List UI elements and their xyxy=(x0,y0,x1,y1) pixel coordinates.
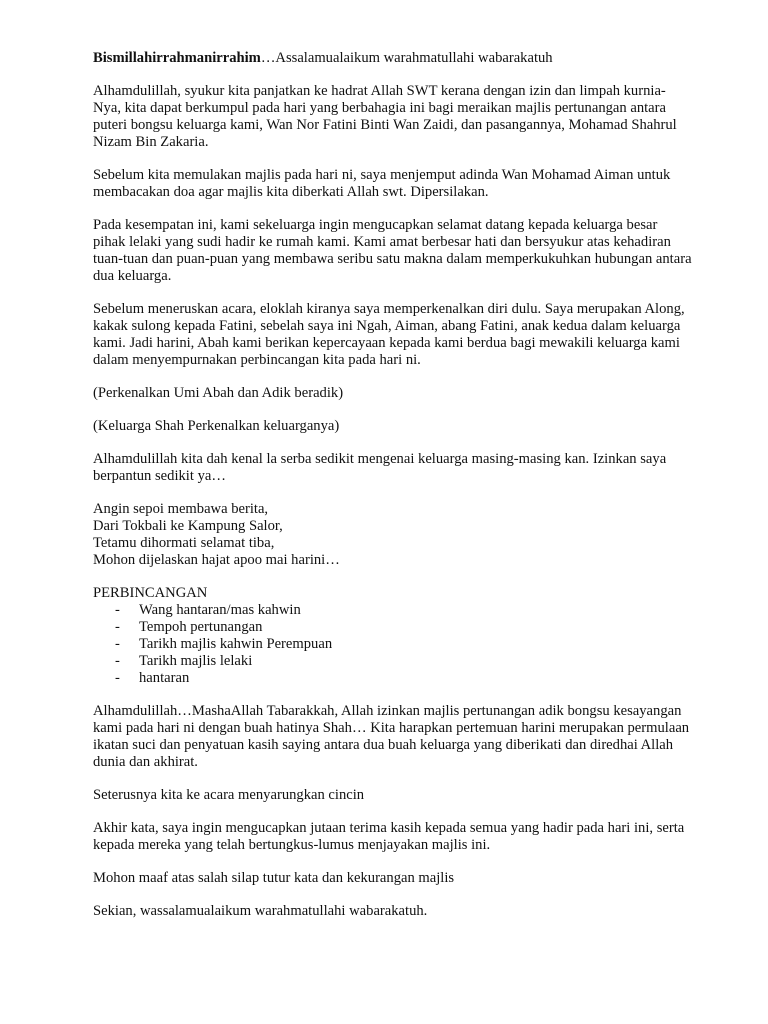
pantun-verse xyxy=(93,501,693,569)
pantun-line: Mohon dijelaskan hajat apoo mai harini… xyxy=(93,552,340,568)
list-item-text: Wang hantaran/mas kahwin xyxy=(139,602,301,618)
list-item xyxy=(93,653,693,670)
paragraph-farewell: Sekian, wassalamualaikum warahmatullahi wabarakatuh. xyxy=(93,903,428,919)
dash-bullet: - xyxy=(115,619,120,635)
opening-greeting-bold: Bismillahirrahmanirrahim xyxy=(93,50,261,66)
paragraph-closing-blessing: Alhamdulillah…MashaAllah Tabarakkah, Allah izinkan majlis pertunangan adik bongsu kesayangan kami pada hari ni dengan buah hatinya Shah… Kita harapkan pertemuan harini merupakan permulaan ikatan suci dan penyatuan kasih saying antara dua buah keluarga yang diberikati dan diredhai Allah dunia dan akhirat. xyxy=(93,703,690,770)
paragraph-note-family-intro: (Perkenalkan Umi Abah dan Adik beradik) xyxy=(93,385,344,401)
paragraph-introduction: Alhamdulillah, syukur kita panjatkan ke hadrat Allah SWT kerana dengan izin dan limpah kurnia-Nya, kita dapat berkumpul pada hari yang berbahagia ini bagi meraikan majlis pertunangan antara puteri bongsu keluarga kami, Wan Nor Fatini Binti Wan Zaidi, dan pasangannya, Mohamad Shahrul Nizam Bin Zakaria. xyxy=(93,83,677,150)
list-item xyxy=(93,670,693,687)
list-item-text: hantaran xyxy=(139,670,190,686)
pantun-line: Angin sepoi membawa berita, xyxy=(93,501,269,517)
paragraph-pantun-intro: Alhamdulillah kita dah kenal la serba sedikit mengenai keluarga masing-masing kan. Izinkan saya berpantun sedikit ya… xyxy=(93,451,667,484)
paragraph-doa-invitation: Sebelum kita memulakan majlis pada hari ni, saya menjemput adinda Wan Mohamad Aiman untuk membacakan doa agar majlis kita diberkati Allah swt. Dipersilakan. xyxy=(93,167,671,200)
perbincangan-section xyxy=(93,585,693,687)
paragraph-note-groom-family: (Keluarga Shah Perkenalkan keluarganya) xyxy=(93,418,340,434)
opening-greeting xyxy=(93,50,693,67)
dash-bullet: - xyxy=(115,602,120,618)
paragraph-apology: Mohon maaf atas salah silap tutur kata dan kekurangan majlis xyxy=(93,870,455,886)
pantun-line: Tetamu dihormati selamat tiba, xyxy=(93,535,275,551)
perbincangan-list xyxy=(93,602,693,687)
list-item-text: Tempoh pertunangan xyxy=(139,619,263,635)
dash-bullet: - xyxy=(115,636,120,652)
dash-bullet: - xyxy=(115,653,120,669)
dash-bullet: - xyxy=(115,670,120,686)
list-item-text: Tarikh majlis lelaki xyxy=(139,653,253,669)
paragraph-thanks: Akhir kata, saya ingin mengucapkan jutaan terima kasih kepada semua yang hadir pada hari ini, serta kepada mereka yang telah bertungkus-lumus menjayakan majlis ini. xyxy=(93,820,685,853)
paragraph-ring-ceremony: Seterusnya kita ke acara menyarungkan cincin xyxy=(93,787,365,803)
list-item xyxy=(93,636,693,653)
pantun-line: Dari Tokbali ke Kampung Salor, xyxy=(93,518,283,534)
list-item-text: Tarikh majlis kahwin Perempuan xyxy=(139,636,333,652)
list-item xyxy=(93,619,693,636)
perbincangan-heading: PERBINCANGAN xyxy=(93,585,208,601)
paragraph-welcome: Pada kesempatan ini, kami sekeluarga ingin mengucapkan selamat datang kepada keluarga besar pihak lelaki yang sudi hadir ke rumah kami. Kami amat berbesar hati dan bersyukur atas kehadiran tuan-tuan dan puan-puan yang membawa seribu satu makna dalam memperkukuhkan hubungan antara dua keluarga. xyxy=(93,217,692,284)
list-item xyxy=(93,602,693,619)
paragraph-self-introduction: Sebelum meneruskan acara, eloklah kiranya saya memperkenalkan diri dulu. Saya merupakan Along, kakak sulong kepada Fatini, sebelah saya ini Ngah, Aiman, abang Fatini, anak kedua dalam keluarga kami. Jadi harini, Abah kami berikan kepercayaan kepada kami berdua bagi mewakili keluarga kami dalam menyempurnakan perbincangan kita pada hari ni. xyxy=(93,301,685,368)
opening-greeting-rest: …Assalamualaikum warahmatullahi wabarakatuh xyxy=(260,50,553,66)
document-body xyxy=(93,50,693,936)
